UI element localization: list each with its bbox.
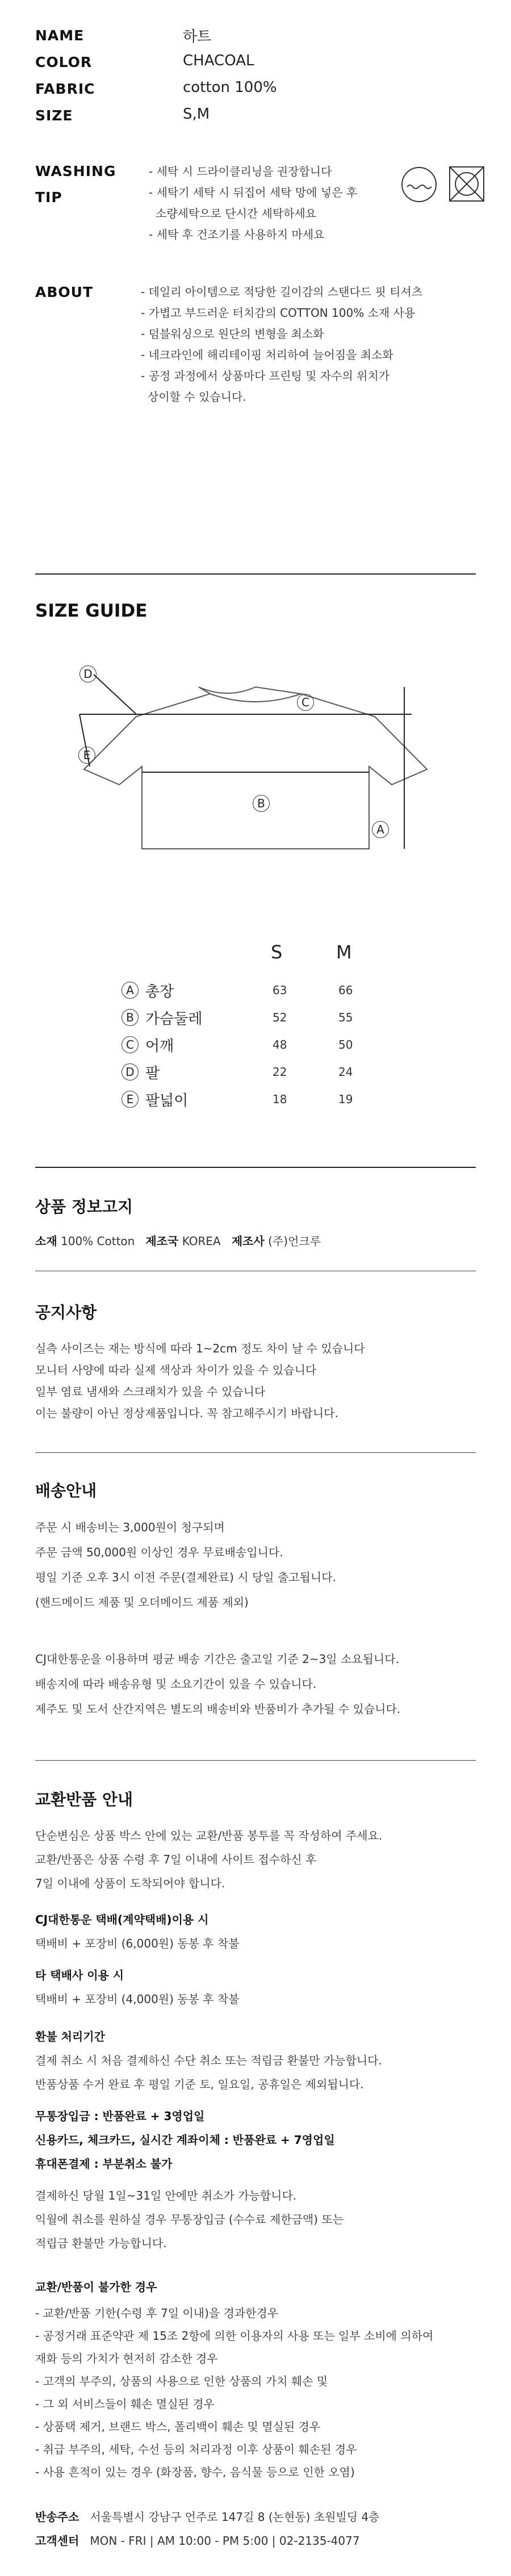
row-s: 18	[273, 1092, 287, 1106]
cj-text: 택배비 + 포장비 (6,000원) 동봉 후 착불	[35, 1937, 240, 1950]
impossible-line: 재화 등의 가치가 현저히 감소한 경우	[35, 2352, 218, 2365]
phone-line: 결제하신 당월 1일~31일 안에만 취소가 가능합니다.	[35, 2189, 297, 2202]
return-address: 서울특별시 강남구 언주로 147길 8 (논현동) 초원빌딩 4층	[90, 2510, 380, 2524]
impossible-line: - 교환/반품 기한(수령 후 7일 이내)을 경과한경우	[35, 2306, 279, 2320]
cs-hours: MON - FRI | AM 10:00 - PM 5:00 | 02-2135-4077	[90, 2534, 360, 2548]
row-s: 52	[273, 1011, 287, 1024]
washing-text	[149, 161, 357, 245]
phone-line: 적립금 환불만 가능합니다.	[35, 2236, 167, 2250]
washing-label: WASHING	[35, 163, 116, 179]
return-address-label: 반송주소	[35, 2510, 79, 2524]
shipping-line: 배송지에 따라 배송유형 및 소요기간이 있을 수 있습니다.	[35, 1677, 317, 1691]
about-line: - 가볍고 부드러운 터치감의 COTTON 100% 소재 사용	[141, 306, 416, 320]
color-label: COLOR	[35, 54, 93, 70]
refund-card: 신용카드, 체크카드, 실시간 계좌이체 : 반품완료 + 7영업일	[35, 2133, 335, 2147]
size-label: SIZE	[35, 107, 73, 124]
about-line: - 네크라인에 해리테이핑 처리하여 늘어짐을 최소화	[141, 348, 393, 362]
marker-c: C	[297, 694, 314, 711]
row-marker: B	[122, 1009, 139, 1026]
notice-title: 공지사항	[35, 1303, 97, 1322]
refund-phone: 휴대폰결제 : 부분취소 불가	[35, 2157, 173, 2171]
table-row	[122, 1089, 394, 1112]
maker-key: 제조사	[231, 1234, 265, 1248]
refund-info	[35, 2025, 382, 2255]
row-name: 가슴둘레	[145, 1011, 203, 1028]
row-s: 63	[273, 983, 287, 997]
notice-line: 이는 불량이 아닌 정상제품입니다. 꼭 참고해주시기 바랍니다.	[35, 1406, 338, 1420]
row-m: 50	[338, 1038, 353, 1052]
notice-text	[35, 1338, 365, 1424]
divider	[35, 1167, 476, 1168]
row-marker: E	[122, 1091, 139, 1108]
impossible-line: - 취급 부주의, 세탁, 수선 등의 처리과정 이후 상품이 훼손된 경우	[35, 2443, 357, 2456]
fabric-value: cotton 100%	[183, 79, 277, 96]
exchange-title: 교환반품 안내	[35, 1790, 133, 1809]
row-marker: A	[122, 982, 139, 999]
phone-line: 익월에 취소를 원하실 경우 무통장입금 (수수료 제한금액) 또는	[35, 2213, 344, 2226]
shipping-line: 제주도 및 도서 산간지역은 별도의 배송비와 반품비가 추가될 수 있습니다.	[35, 1702, 401, 1716]
notice-line: 일부 염료 냄새와 스크래치가 있을 수 있습니다	[35, 1385, 266, 1398]
washing-line: - 세탁 시 드라이클리닝을 권장합니다	[149, 165, 332, 178]
size-value: S,M	[183, 106, 210, 123]
impossible-line: - 그 외 서비스들이 훼손 멸실된 경우	[35, 2397, 215, 2411]
row-name: 총장	[145, 983, 174, 1000]
marker-b: B	[253, 795, 270, 812]
about-line: 상이할 수 있습니다.	[148, 390, 246, 404]
no-tumble-dry-icon	[449, 166, 485, 202]
col-header-m: M	[336, 941, 352, 963]
tip-label: TIP	[35, 189, 62, 206]
shipping-text-2	[35, 1647, 400, 1721]
divider	[35, 573, 476, 575]
notice-line: 실측 사이즈는 재는 방식에 따라 1~2cm 정도 차이 날 수 있습니다	[35, 1342, 365, 1355]
divider	[35, 1760, 476, 1761]
impossible-line: - 상품택 제거, 브랜드 박스, 폴리백이 훼손 및 멸실된 경우	[35, 2420, 321, 2433]
table-row	[122, 1034, 394, 1057]
impossible-line: - 고객의 부주의, 상품의 사용으로 인한 상품의 가치 훼손 및	[35, 2374, 328, 2388]
about-text	[141, 282, 422, 408]
exchange-line: 교환/반품은 상품 수령 후 7일 이내에 사이트 접수하신 후	[35, 1853, 317, 1866]
shipping-line: 평일 기준 오후 3시 이전 주문(결제완료) 시 당일 출고됩니다.	[35, 1570, 336, 1584]
impossible-line: - 사용 흔적이 있는 경우 (화장품, 향수, 음식물 등으로 인한 오염)	[35, 2465, 355, 2479]
row-name: 팔	[145, 1065, 160, 1082]
marker-a: A	[372, 821, 389, 838]
other-title: 타 택배사 이용 시	[35, 1968, 124, 1982]
about-line: - 데일리 아이템으로 적당한 길이감의 스탠다드 핏 티셔츠	[141, 285, 423, 299]
shipping-line: CJ대한통운을 이용하며 평균 배송 기간은 출고일 기준 2~3일 소요됩니다.	[35, 1652, 399, 1666]
shipping-line: 주문 시 배송비는 3,000원이 청구되며	[35, 1521, 225, 1534]
table-row	[122, 980, 394, 1003]
maker-value: (주)언크루	[268, 1234, 321, 1248]
row-marker: D	[122, 1063, 139, 1080]
cj-title: CJ대한통운 택배(계약택배)이용 시	[35, 1913, 209, 1926]
shipping-line: (핸드메이드 제품 및 오더메이드 제품 제외)	[35, 1595, 249, 1609]
row-m: 24	[338, 1065, 353, 1079]
exchange-line: 7일 이내에 상품이 도착되어야 합니다.	[35, 1876, 225, 1890]
refund-bank: 무통장입금 : 반품완료 + 3영업일	[35, 2109, 205, 2123]
name-label: NAME	[35, 27, 85, 44]
shipping-text	[35, 1515, 336, 1615]
refund-title: 환불 처리기간	[35, 2030, 105, 2043]
washing-line: 소량세탁으로 단시간 세탁하세요	[156, 207, 317, 220]
country-key: 제조국	[145, 1234, 179, 1248]
fabric-label: FABRIC	[35, 81, 95, 97]
exchange-intro	[35, 1824, 382, 1895]
washing-line: - 세탁기 세탁 시 뒤집어 세탁 망에 넣은 후	[149, 186, 358, 199]
name-value: 하트	[183, 28, 212, 45]
shipping-title: 배송안내	[35, 1481, 97, 1500]
marker-d: D	[79, 665, 97, 682]
courier-info	[35, 1908, 240, 2011]
row-s: 48	[273, 1038, 287, 1052]
refund-line: 결제 취소 시 처음 결제하신 수단 취소 또는 적립금 환불만 가능합니다.	[35, 2054, 382, 2067]
impossible-title: 교환/반품이 불가한 경우	[35, 2280, 157, 2294]
refund-line: 반품상품 수거 완료 후 평일 기준 토, 일요일, 공휴일은 제외됩니다.	[35, 2077, 364, 2091]
about-line: - 덤블워싱으로 원단의 변형을 최소화	[141, 327, 324, 341]
tshirt-diagram	[57, 653, 466, 857]
info-notice-title: 상품 정보고지	[35, 1197, 133, 1216]
size-guide-title: SIZE GUIDE	[35, 601, 148, 621]
impossible-line: - 공정거래 표준약관 제 15조 2항에 의한 이용자의 사용 또는 일부 소비에 의하여	[35, 2329, 434, 2343]
row-m: 55	[338, 1011, 353, 1024]
divider	[35, 1452, 476, 1453]
row-s: 22	[273, 1065, 287, 1079]
info-notice-line	[35, 1232, 321, 1249]
color-value: CHACOAL	[183, 52, 254, 69]
size-table	[114, 941, 409, 1134]
col-header-s: S	[271, 941, 283, 963]
impossible-info	[35, 2276, 433, 2483]
material-key: 소재	[35, 1234, 57, 1248]
washing-line: - 세탁 후 건조기를 사용하지 마세요	[149, 228, 325, 241]
table-row	[122, 1007, 394, 1030]
material-value: 100% Cotton	[61, 1234, 135, 1248]
exchange-line: 단순변심은 상품 박스 안에 있는 교환/반품 봉투를 꼭 작성하여 주세요.	[35, 1829, 383, 1842]
row-m: 19	[338, 1092, 353, 1106]
table-row	[122, 1062, 394, 1084]
other-text: 택배비 + 포장비 (4,000원) 동봉 후 착불	[35, 1992, 240, 2006]
row-m: 66	[338, 983, 353, 997]
country-value: KOREA	[182, 1234, 221, 1248]
row-name: 어깨	[145, 1038, 174, 1055]
hand-wash-icon	[400, 166, 438, 203]
row-marker: C	[122, 1036, 139, 1053]
about-line: - 공정 과정에서 상품마다 프린팅 및 자수의 위치가	[141, 369, 390, 383]
about-label: ABOUT	[35, 284, 94, 300]
cs-label: 고객센터	[35, 2534, 79, 2548]
marker-e: E	[78, 747, 95, 764]
row-name: 팔넓이	[145, 1092, 189, 1109]
notice-line: 모니터 사양에 따라 실제 색상과 차이가 있을 수 있습니다	[35, 1363, 317, 1377]
contact-info	[35, 2505, 380, 2553]
shipping-line: 주문 금액 50,000원 이상인 경우 무료배송입니다.	[35, 1545, 283, 1559]
